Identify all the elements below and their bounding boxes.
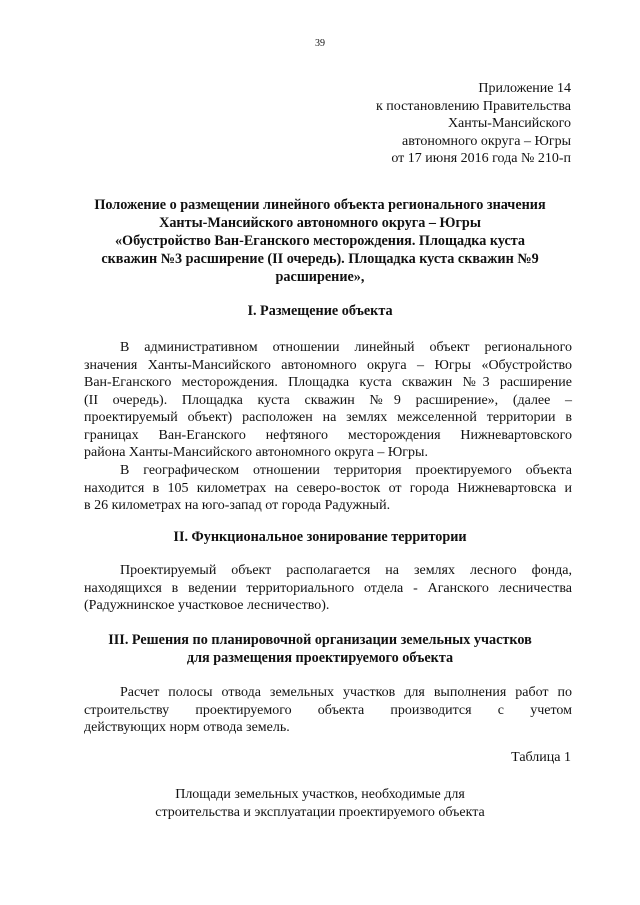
- text-line: Проектируемый объект располагается на землях лесного фонда,: [120, 563, 572, 578]
- text-line: значения Ханты-Мансийского автономного округа – Югры «Обустройство: [84, 357, 572, 373]
- section-2-heading: [70, 528, 570, 546]
- text-line: Ван-Еганского месторождения. Площадка куста скважин №3 расширение: [84, 375, 572, 390]
- section-1-paragraph-1: [84, 339, 572, 462]
- table-label: Таблица 1: [511, 750, 571, 765]
- section-2-paragraph: [84, 562, 572, 615]
- text-line: проектируемый объект) расположен на землях межселенной территории в: [84, 410, 572, 425]
- text-line: находящихся в ведении территориального отдела - Аганского лесничества: [84, 580, 572, 596]
- document-title: [70, 196, 570, 286]
- text-line: В географическом отношении территория проектируемого объекта: [120, 463, 572, 478]
- section-3-heading-line: для размещения проектируемого объекта: [186, 650, 454, 666]
- table-caption-line: строительства и эксплуатации проектируемого объекта: [155, 804, 485, 820]
- text-line: в 26 километрах на юго-запад от города Радужный.: [84, 498, 391, 513]
- title-line: Ханты-Мансийского автономного округа – Югры: [159, 215, 481, 231]
- section-3-heading: [70, 631, 570, 667]
- text-line: действующих норм отвода земель.: [84, 720, 290, 735]
- section-1-paragraph-2: [84, 462, 572, 515]
- text-line: В административном отношении линейный объект регионального: [120, 340, 572, 355]
- page-number: 39: [315, 38, 325, 49]
- table-caption-line: Площади земельных участков, необходимые для: [175, 787, 465, 802]
- text-line: района Ханты-Мансийского автономного округа – Югры.: [84, 445, 428, 460]
- text-line: (Радужнинское участковое лесничество).: [84, 598, 330, 613]
- section-3-paragraph: [84, 684, 572, 737]
- text-line: находится в 105 километрах на северо-восток от города Нижневартовска и: [84, 480, 572, 496]
- appendix-reference: [376, 80, 571, 168]
- text-line: строительству проектируемого объекта производится с учетом: [84, 702, 572, 718]
- section-1-heading: [70, 302, 570, 320]
- title-line: расширение»,: [275, 269, 365, 285]
- text-line: (II очередь). Площадка куста скважин №9 расширение», (далее –: [84, 392, 572, 408]
- appendix-line: от 17 июня 2016 года № 210-п: [391, 151, 571, 166]
- section-1-heading-text: I. Размещение объекта: [247, 303, 393, 319]
- appendix-line: Приложение 14: [478, 81, 571, 96]
- appendix-line: к постановлению Правительства: [375, 98, 571, 114]
- section-2-heading-text: II. Функциональное зонирование территории: [173, 529, 467, 545]
- appendix-line: автономного округа – Югры: [402, 133, 571, 149]
- text-line: Расчет полосы отвода земельных участков для выполнения работ по: [120, 685, 572, 700]
- title-line: скважин №3 расширение (II очередь). Площадка куста скважин №9: [101, 251, 539, 267]
- title-line: Положение о размещении линейного объекта регионального значения: [94, 197, 546, 213]
- section-3-heading-line: III. Решения по планировочной организации земельных участков: [108, 632, 532, 648]
- table-caption: [70, 786, 570, 821]
- title-line: «Обустройство Ван-Еганского месторождения. Площадка куста: [114, 233, 526, 249]
- appendix-line: Ханты-Мансийского: [447, 116, 571, 131]
- text-line: границах Ван-Еганского нефтяного месторождения Нижневартовского: [84, 427, 572, 443]
